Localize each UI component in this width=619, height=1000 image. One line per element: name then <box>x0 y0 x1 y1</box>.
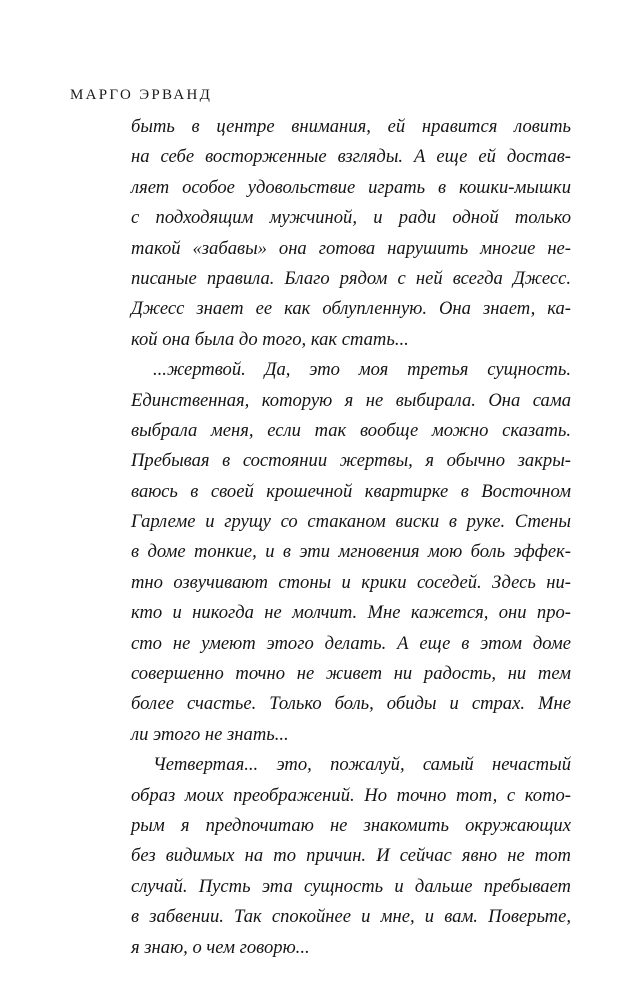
text-line: Четвертая... это, пожалуй, самый нечастый <box>153 754 571 776</box>
text-line: в забвении. Так спокойнее и мне, и вам. Поверьте, <box>131 906 571 928</box>
text-line: быть в центре внимания, ей нравится ловить <box>131 116 571 137</box>
text-line: писаные правила. Благо рядом с ней всегда Джесс. <box>131 267 571 289</box>
text-line: ли этого не знать... <box>131 723 289 745</box>
text-line: случай. Пусть эта сущность и дальше пребывает <box>131 875 571 897</box>
text-line: я знаю, о чем говорю... <box>131 936 310 958</box>
text-line: выбрала меня, если так вообще можно сказать. <box>131 419 571 441</box>
paragraph <box>131 355 571 750</box>
body-text <box>131 112 571 963</box>
text-line: без видимых на то причин. И сейчас явно не тот <box>131 845 571 867</box>
text-line: ...жертвой. Да, это моя третья сущность. <box>153 359 571 381</box>
text-line: в доме тонкие, и в эти мгновения мою боль эффек- <box>131 541 571 563</box>
text-line: Гарлеме и грущу со стаканом виски в руке. Стены <box>131 511 571 533</box>
text-line: более счастье. Только боль, обиды и страх. Мне <box>131 693 571 715</box>
text-line: Пребывая в состоянии жертвы, я обычно закры- <box>131 450 571 472</box>
text-line: кто и никогда не молчит. Мне кажется, они про- <box>131 602 571 624</box>
text-line: совершенно точно не живет ни радость, ни тем <box>131 663 571 685</box>
text-line: с подходящим мужчиной, и ради одной только <box>131 207 571 229</box>
running-head-author: МАРГО ЭРВАНД <box>70 87 213 103</box>
text-line: Джесс знает ее как облупленную. Она знает, ка- <box>131 298 571 320</box>
text-line: на себе восторженные взгляды. А еще ей достав- <box>131 146 571 168</box>
text-line: сто не умеют этого делать. А еще в этом доме <box>131 632 571 654</box>
paragraph <box>131 112 571 355</box>
text-line: тно озвучивают стоны и крики соседей. Здесь ни- <box>131 571 571 593</box>
text-line: такой «забавы» она готова нарушить многие не- <box>131 237 571 259</box>
text-line: Единственная, которую я не выбирала. Она сама <box>131 389 571 411</box>
text-line: кой она была до того, как стать... <box>131 328 409 350</box>
text-line: рым я предпочитаю не знакомить окружающих <box>131 814 571 836</box>
text-line: ваюсь в своей крошечной квартирке в Восточном <box>131 480 571 502</box>
text-line: образ моих преображений. Но точно тот, с кото- <box>131 784 571 806</box>
text-line: ляет особое удовольствие играть в кошки-мышки <box>131 176 571 198</box>
paragraph <box>131 750 571 963</box>
